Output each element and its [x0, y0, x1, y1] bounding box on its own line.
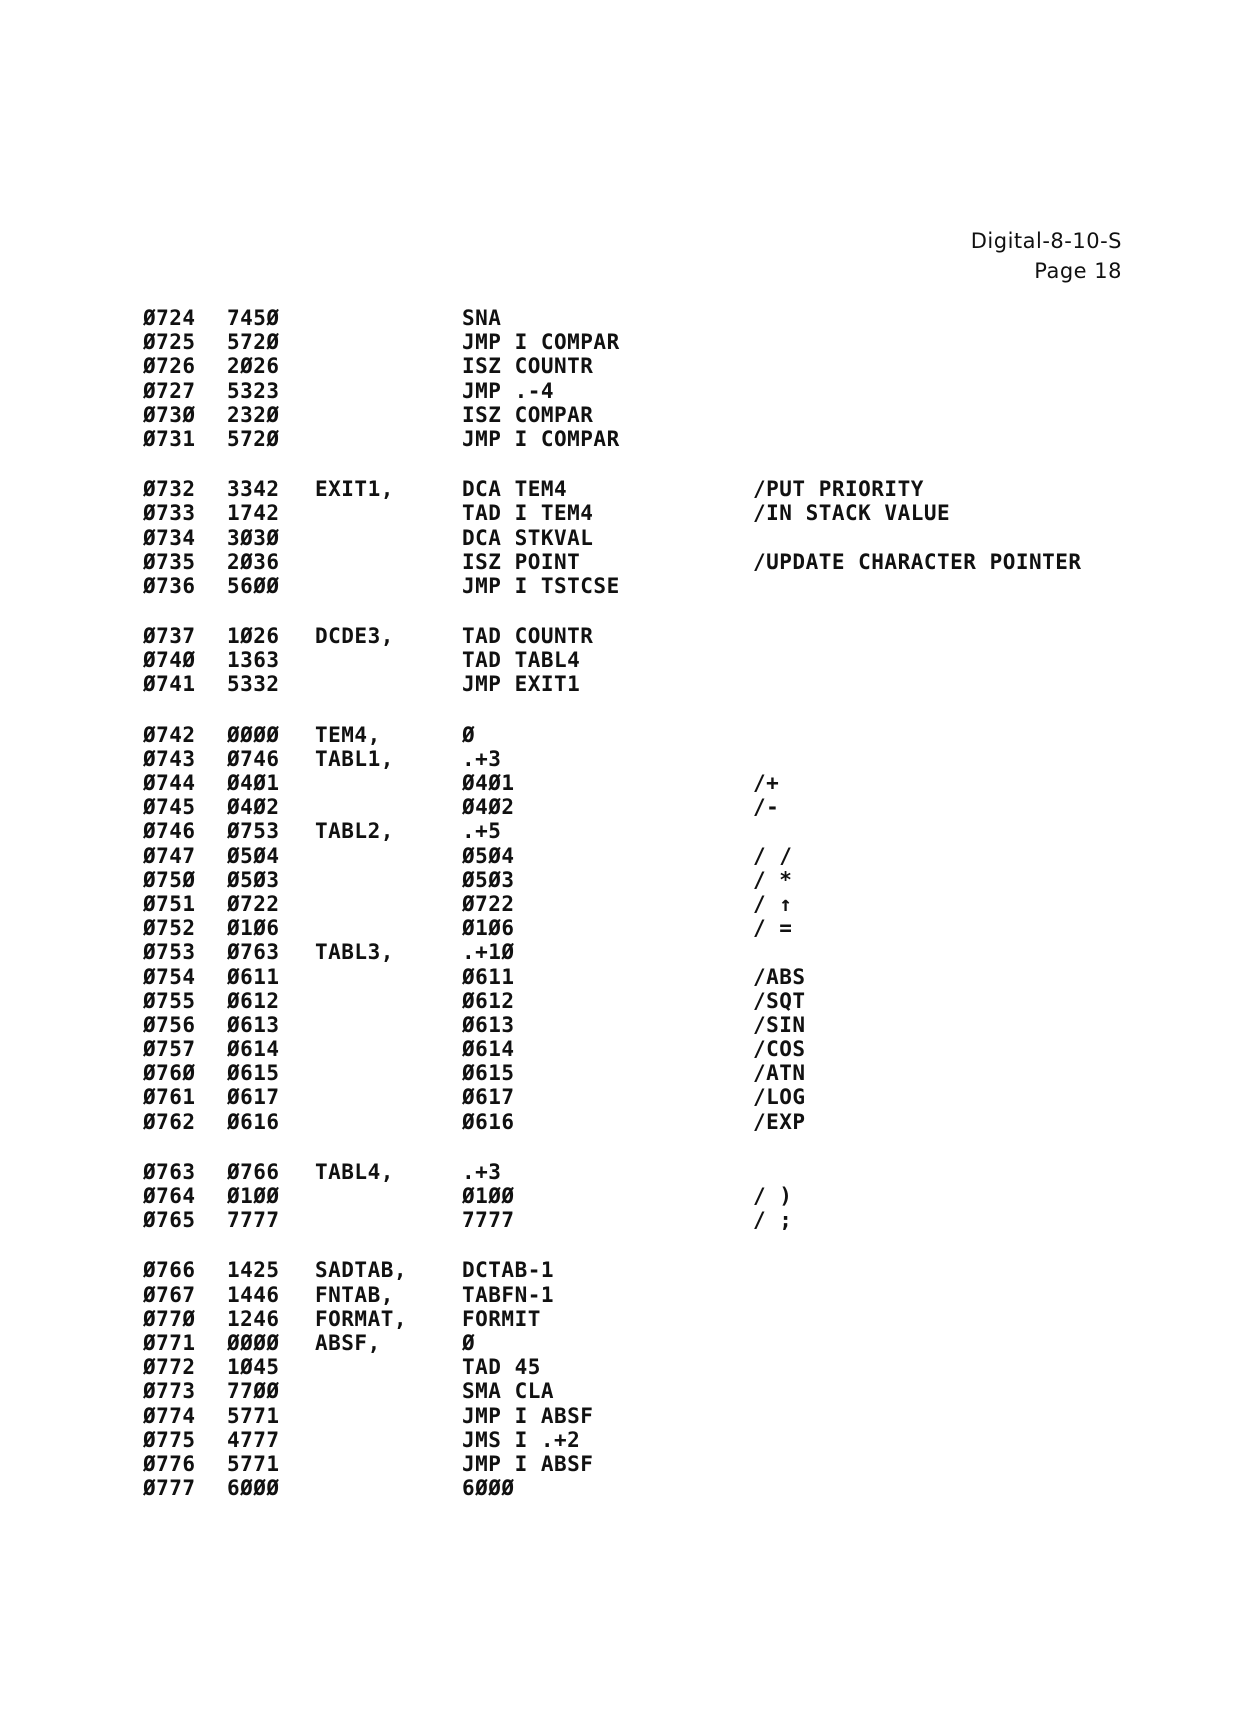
- address-cell: Ø765: [143, 1208, 196, 1233]
- octal-code-cell: 2Ø36: [227, 549, 280, 574]
- octal-code-cell: Ø753: [227, 819, 280, 844]
- comment-cell: / ;: [753, 1208, 793, 1233]
- instruction-cell: Ø: [462, 722, 476, 747]
- instruction-cell: .+5: [462, 819, 502, 844]
- octal-code-cell: Ø616: [227, 1109, 280, 1134]
- octal-code-cell: 572Ø: [227, 330, 280, 355]
- octal-code-cell: 1742: [227, 501, 280, 526]
- instruction-cell: TABFN-1: [462, 1282, 555, 1307]
- address-cell: Ø752: [143, 916, 196, 941]
- instruction-cell: JMS I .+2: [462, 1427, 581, 1452]
- octal-code-cell: Ø4Ø2: [227, 795, 280, 820]
- octal-code-cell: Ø614: [227, 1037, 280, 1062]
- instruction-cell: Ø5Ø3: [462, 867, 515, 892]
- address-cell: Ø732: [143, 477, 196, 502]
- instruction-cell: .+1Ø: [462, 940, 515, 965]
- address-cell: Ø727: [143, 378, 196, 403]
- address-cell: Ø741: [143, 672, 196, 697]
- instruction-cell: FORMIT: [462, 1306, 541, 1331]
- comment-cell: / ): [753, 1184, 793, 1208]
- instruction-cell: JMP I ABSF: [462, 1451, 594, 1476]
- comment-cell: /SQT: [753, 988, 806, 1013]
- octal-code-cell: Ø615: [227, 1061, 280, 1086]
- label-cell: FORMAT,: [315, 1306, 408, 1331]
- comment-cell: / =: [753, 916, 793, 941]
- octal-code-cell: 3342: [227, 477, 280, 502]
- instruction-cell: Ø614: [462, 1037, 515, 1062]
- instruction-cell: DCTAB-1: [462, 1258, 555, 1283]
- label-cell: DCDE3,: [315, 624, 394, 649]
- address-cell: Ø775: [143, 1427, 196, 1452]
- instruction-cell: SNA: [462, 306, 502, 330]
- octal-code-cell: 6ØØØ: [227, 1476, 280, 1501]
- address-cell: Ø76Ø: [143, 1061, 196, 1086]
- instruction-cell: .+3: [462, 746, 502, 771]
- comment-cell: /EXP: [753, 1109, 806, 1134]
- label-cell: TABL4,: [315, 1159, 394, 1184]
- octal-code-cell: Ø612: [227, 988, 280, 1013]
- address-cell: Ø751: [143, 891, 196, 916]
- address-cell: Ø747: [143, 843, 196, 868]
- comment-cell: /LOG: [753, 1085, 806, 1110]
- comment-cell: / ↑: [753, 891, 793, 916]
- address-cell: Ø731: [143, 426, 196, 451]
- comment-cell: /ATN: [753, 1061, 806, 1086]
- instruction-cell: ISZ COUNTR: [462, 354, 594, 379]
- instruction-cell: JMP I ABSF: [462, 1403, 594, 1428]
- instruction-cell: Ø616: [462, 1109, 515, 1134]
- comment-cell: / *: [753, 867, 793, 892]
- instruction-cell: Ø4Ø2: [462, 795, 515, 820]
- octal-code-cell: 3Ø3Ø: [227, 525, 280, 550]
- comment-cell: /UPDATE CHARACTER POINTER: [753, 549, 1082, 574]
- octal-code-cell: 2Ø26: [227, 354, 280, 379]
- address-cell: Ø724: [143, 306, 196, 330]
- comment-cell: /IN STACK VALUE: [753, 501, 951, 526]
- instruction-cell: JMP I COMPAR: [462, 330, 620, 355]
- address-cell: Ø75Ø: [143, 867, 196, 892]
- address-cell: Ø726: [143, 354, 196, 379]
- address-cell: Ø74Ø: [143, 648, 196, 673]
- comment-cell: /+: [753, 771, 780, 795]
- instruction-cell: Ø722: [462, 891, 515, 916]
- octal-code-cell: 1446: [227, 1282, 280, 1307]
- address-cell: Ø737: [143, 624, 196, 649]
- octal-code-cell: Ø763: [227, 940, 280, 965]
- instruction-cell: Ø: [462, 1330, 476, 1355]
- instruction-cell: JMP EXIT1: [462, 672, 581, 697]
- instruction-cell: Ø1ØØ: [462, 1184, 515, 1208]
- address-cell: Ø733: [143, 501, 196, 526]
- instruction-cell: JMP I COMPAR: [462, 426, 620, 451]
- octal-code-cell: 5332: [227, 672, 280, 697]
- octal-code-cell: 1Ø26: [227, 624, 280, 649]
- address-cell: Ø764: [143, 1184, 196, 1208]
- instruction-cell: Ø615: [462, 1061, 515, 1086]
- octal-code-cell: 5323: [227, 378, 280, 403]
- octal-code-cell: Ø722: [227, 891, 280, 916]
- address-cell: Ø754: [143, 964, 196, 989]
- instruction-cell: Ø4Ø1: [462, 771, 515, 795]
- instruction-cell: ISZ POINT: [462, 549, 581, 574]
- address-cell: Ø735: [143, 549, 196, 574]
- address-cell: Ø734: [143, 525, 196, 550]
- instruction-cell: .+3: [462, 1159, 502, 1184]
- page-header: [971, 226, 1122, 286]
- address-cell: Ø773: [143, 1379, 196, 1404]
- address-cell: Ø745: [143, 795, 196, 820]
- instruction-cell: 7777: [462, 1208, 515, 1233]
- address-cell: Ø753: [143, 940, 196, 965]
- label-cell: TABL2,: [315, 819, 394, 844]
- octal-code-cell: 1425: [227, 1258, 280, 1283]
- octal-code-cell: 4777: [227, 1427, 280, 1452]
- octal-code-cell: Ø766: [227, 1159, 280, 1184]
- instruction-cell: Ø612: [462, 988, 515, 1013]
- address-cell: Ø746: [143, 819, 196, 844]
- address-cell: Ø757: [143, 1037, 196, 1062]
- octal-code-cell: 232Ø: [227, 402, 280, 427]
- page-number: Page 18: [1034, 259, 1122, 283]
- instruction-cell: DCA STKVAL: [462, 525, 594, 550]
- address-cell: Ø742: [143, 722, 196, 747]
- label-cell: FNTAB,: [315, 1282, 394, 1307]
- address-cell: Ø73Ø: [143, 402, 196, 427]
- address-cell: Ø743: [143, 746, 196, 771]
- label-cell: TEM4,: [315, 722, 381, 747]
- octal-code-cell: Ø613: [227, 1012, 280, 1037]
- address-cell: Ø766: [143, 1258, 196, 1283]
- octal-code-cell: 7777: [227, 1208, 280, 1233]
- octal-code-cell: Ø746: [227, 746, 280, 771]
- instruction-cell: TAD COUNTR: [462, 624, 594, 649]
- octal-code-cell: Ø5Ø4: [227, 843, 280, 868]
- octal-code-cell: 56ØØ: [227, 573, 280, 598]
- instruction-cell: Ø611: [462, 964, 515, 989]
- octal-code-cell: Ø1Ø6: [227, 916, 280, 941]
- address-cell: Ø763: [143, 1159, 196, 1184]
- octal-code-cell: 5771: [227, 1451, 280, 1476]
- octal-code-cell: 745Ø: [227, 306, 280, 330]
- label-cell: TABL1,: [315, 746, 394, 771]
- document-id: Digital-8-10-S: [970, 229, 1122, 253]
- address-cell: Ø774: [143, 1403, 196, 1428]
- address-cell: Ø725: [143, 330, 196, 355]
- instruction-cell: JMP .-4: [462, 378, 555, 403]
- octal-code-cell: Ø1ØØ: [227, 1184, 280, 1208]
- instruction-cell: ISZ COMPAR: [462, 402, 594, 427]
- instruction-cell: TAD TABL4: [462, 648, 581, 673]
- address-cell: Ø776: [143, 1451, 196, 1476]
- address-cell: Ø77Ø: [143, 1306, 196, 1331]
- comment-cell: / /: [753, 843, 793, 868]
- octal-code-cell: 77ØØ: [227, 1379, 280, 1404]
- address-cell: Ø777: [143, 1476, 196, 1501]
- comment-cell: /-: [753, 795, 780, 820]
- octal-code-cell: 5771: [227, 1403, 280, 1428]
- address-cell: Ø761: [143, 1085, 196, 1110]
- instruction-cell: JMP I TSTCSE: [462, 573, 620, 598]
- address-cell: Ø744: [143, 771, 196, 795]
- label-cell: ABSF,: [315, 1330, 381, 1355]
- address-cell: Ø771: [143, 1330, 196, 1355]
- instruction-cell: Ø617: [462, 1085, 515, 1110]
- label-cell: EXIT1,: [315, 477, 394, 502]
- octal-code-cell: ØØØØ: [227, 722, 280, 747]
- octal-code-cell: 1246: [227, 1306, 280, 1331]
- octal-code-cell: 1Ø45: [227, 1355, 280, 1380]
- label-cell: TABL3,: [315, 940, 394, 965]
- comment-cell: /PUT PRIORITY: [753, 477, 924, 502]
- octal-code-cell: ØØØØ: [227, 1330, 280, 1355]
- instruction-cell: Ø5Ø4: [462, 843, 515, 868]
- address-cell: Ø762: [143, 1109, 196, 1134]
- octal-code-cell: Ø5Ø3: [227, 867, 280, 892]
- instruction-cell: SMA CLA: [462, 1379, 555, 1404]
- instruction-cell: TAD 45: [462, 1355, 541, 1380]
- instruction-cell: 6ØØØ: [462, 1476, 515, 1501]
- address-cell: Ø767: [143, 1282, 196, 1307]
- instruction-cell: DCA TEM4: [462, 477, 568, 502]
- address-cell: Ø756: [143, 1012, 196, 1037]
- label-cell: SADTAB,: [315, 1258, 408, 1283]
- address-cell: Ø736: [143, 573, 196, 598]
- octal-code-cell: 1363: [227, 648, 280, 673]
- octal-code-cell: Ø4Ø1: [227, 771, 280, 795]
- octal-code-cell: Ø611: [227, 964, 280, 989]
- address-cell: Ø772: [143, 1355, 196, 1380]
- comment-cell: /SIN: [753, 1012, 806, 1037]
- address-cell: Ø755: [143, 988, 196, 1013]
- octal-code-cell: Ø617: [227, 1085, 280, 1110]
- comment-cell: /COS: [753, 1037, 806, 1062]
- comment-cell: /ABS: [753, 964, 806, 989]
- instruction-cell: TAD I TEM4: [462, 501, 594, 526]
- instruction-cell: Ø613: [462, 1012, 515, 1037]
- octal-code-cell: 572Ø: [227, 426, 280, 451]
- instruction-cell: Ø1Ø6: [462, 916, 515, 941]
